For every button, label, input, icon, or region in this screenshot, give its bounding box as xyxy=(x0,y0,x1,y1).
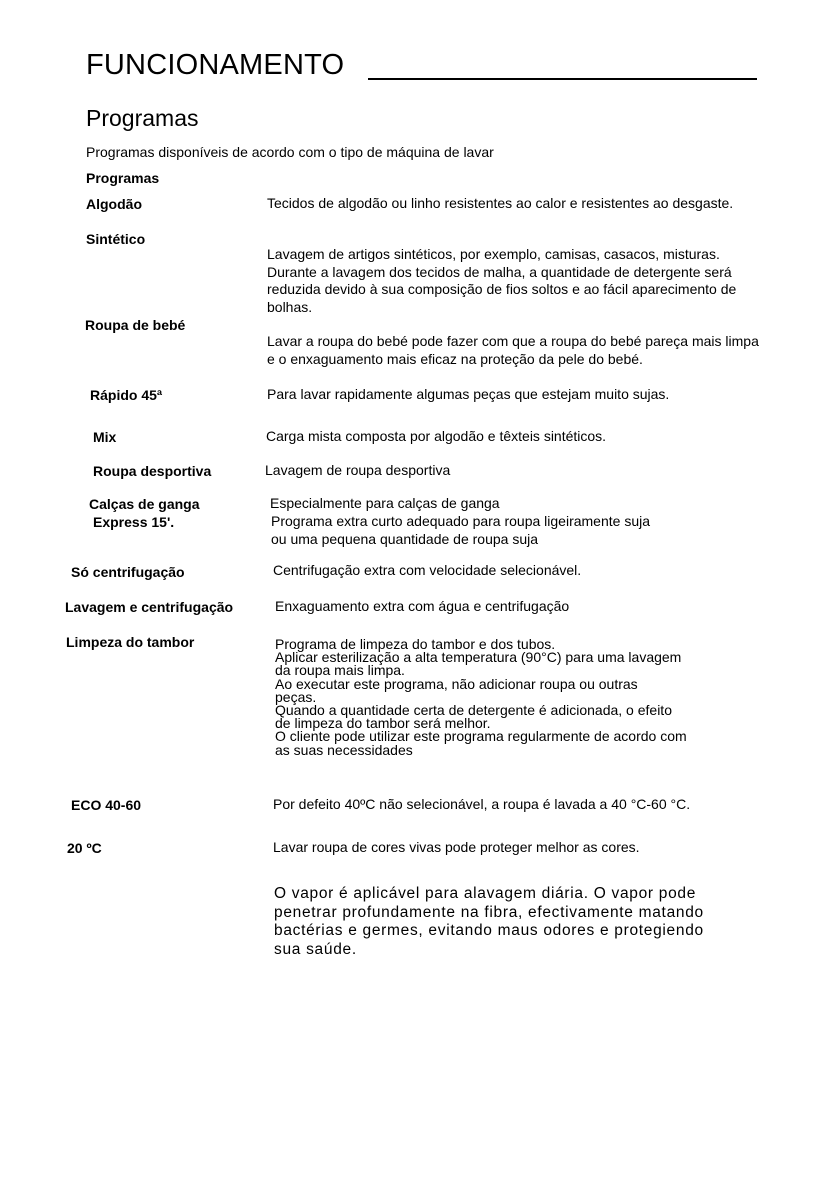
steam-note-line: sua saúde. xyxy=(274,940,357,958)
program-name-mix: Mix xyxy=(93,429,117,445)
desc-line: Programa de limpeza do tambor e dos tubos. xyxy=(275,636,556,652)
program-name-roupa-desportiva: Roupa desportiva xyxy=(93,463,212,479)
program-name-express-15: Express 15'. xyxy=(93,514,175,530)
page-title: FUNCIONAMENTO xyxy=(86,49,345,81)
desc-line: e o enxaguamento mais eficaz na proteção da pele do bebé. xyxy=(267,350,643,367)
desc-line: Para lavar rapidamente algumas peças que estejam muito sujas. xyxy=(267,386,670,402)
program-name-roupa-de-bebe: Roupa de bebé xyxy=(85,317,186,333)
steam-note-line: penetrar profundamente na fibra, efectivamente matando xyxy=(274,903,704,921)
desc-line: Lavar roupa de cores vivas pode proteger melhor as cores. xyxy=(273,839,640,855)
desc-line: Carga mista composta por algodão e têxteis sintéticos. xyxy=(266,428,607,444)
program-name-lavagem-e-centrifugacao: Lavagem e centrifugação xyxy=(65,599,234,615)
program-name-so-centrifugacao: Só centrifugação xyxy=(71,564,185,580)
program-desc-rapido-45 xyxy=(267,386,669,404)
program-desc-calcas-de-ganga xyxy=(270,495,500,513)
desc-line: reduzida devido à sua composição de fios soltos e ao fácil aparecimento de xyxy=(267,281,737,297)
desc-line: de limpeza do tambor será melhor. xyxy=(275,715,491,732)
desc-line: Enxaguamento extra com água e centrifugação xyxy=(275,598,570,614)
program-name-calcas-de-ganga: Calças de ganga xyxy=(89,496,200,512)
program-name-algodao: Algodão xyxy=(86,196,142,212)
desc-line: bolhas. xyxy=(267,298,313,315)
program-desc-limpeza-do-tambor xyxy=(275,638,687,757)
program-desc-so-centrifugacao xyxy=(273,562,581,580)
desc-line: da roupa mais limpa. xyxy=(275,662,405,679)
desc-line: O cliente pode utilizar este programa regularmente de acordo com xyxy=(275,728,687,745)
desc-line: Lavagem de artigos sintéticos, por exemplo, camisas, casacos, misturas. xyxy=(267,246,720,262)
desc-line: Durante a lavagem dos tecidos de malha, a quantidade de detergente será xyxy=(267,263,732,280)
steam-note-line: O vapor é aplicável para alavagem diária. O vapor pode xyxy=(274,885,697,902)
desc-line: Lavar a roupa do bebé pode fazer com que a roupa do bebé pareça mais limpa xyxy=(267,333,759,349)
program-name-20c: 20 ºC xyxy=(67,840,102,856)
steam-note-line: bactérias e germes, evitando maus odores e protegiendo xyxy=(274,922,704,939)
program-desc-algodao xyxy=(267,195,733,213)
desc-line: Quando a quantidade certa de detergente é adicionada, o efeito xyxy=(275,702,672,719)
program-desc-sintetico xyxy=(267,246,736,316)
desc-line: Por defeito 40ºC não selecionável, a roupa é lavada a 40 °C-60 °C. xyxy=(273,796,691,812)
program-name-rapido-45: Rápido 45ª xyxy=(90,387,163,403)
desc-line: Especialmente para calças de ganga xyxy=(270,495,500,511)
program-desc-roupa-desportiva xyxy=(265,462,450,480)
program-desc-eco-40-60 xyxy=(273,796,690,814)
program-desc-lavagem-e-centrifugacao xyxy=(275,598,569,616)
desc-line: Ao executar este programa, não adicionar roupa ou outras xyxy=(275,675,638,692)
desc-line: Lavagem de roupa desportiva xyxy=(265,462,451,478)
desc-line: peças. xyxy=(275,688,317,705)
desc-line: as suas necessidades xyxy=(275,741,413,758)
title-underline xyxy=(368,78,757,80)
program-name-sintetico: Sintético xyxy=(86,231,146,247)
desc-line: Tecidos de algodão ou linho resistentes ao calor e resistentes ao desgaste. xyxy=(267,195,734,211)
desc-line: Centrifugação extra com velocidade selecionável. xyxy=(273,562,582,578)
steam-note xyxy=(274,885,704,959)
program-name-limpeza-do-tambor: Limpeza do tambor xyxy=(66,634,195,650)
program-desc-express-15 xyxy=(271,513,650,548)
programs-column-label: Programas xyxy=(86,170,160,186)
program-name-eco-40-60: ECO 40-60 xyxy=(71,797,142,813)
program-desc-mix xyxy=(266,428,606,446)
desc-line: Programa extra curto adequado para roupa ligeiramente suja xyxy=(271,513,651,529)
desc-line: ou uma pequena quantidade de roupa suja xyxy=(271,530,538,547)
section-subtitle: Programas xyxy=(86,105,199,131)
desc-line: Aplicar esterilização a alta temperatura (90°C) para uma lavagem xyxy=(275,649,682,666)
program-desc-20c xyxy=(273,839,640,857)
intro-text: Programas disponíveis de acordo com o tipo de máquina de lavar xyxy=(86,144,494,160)
program-desc-roupa-de-bebe xyxy=(267,333,759,368)
